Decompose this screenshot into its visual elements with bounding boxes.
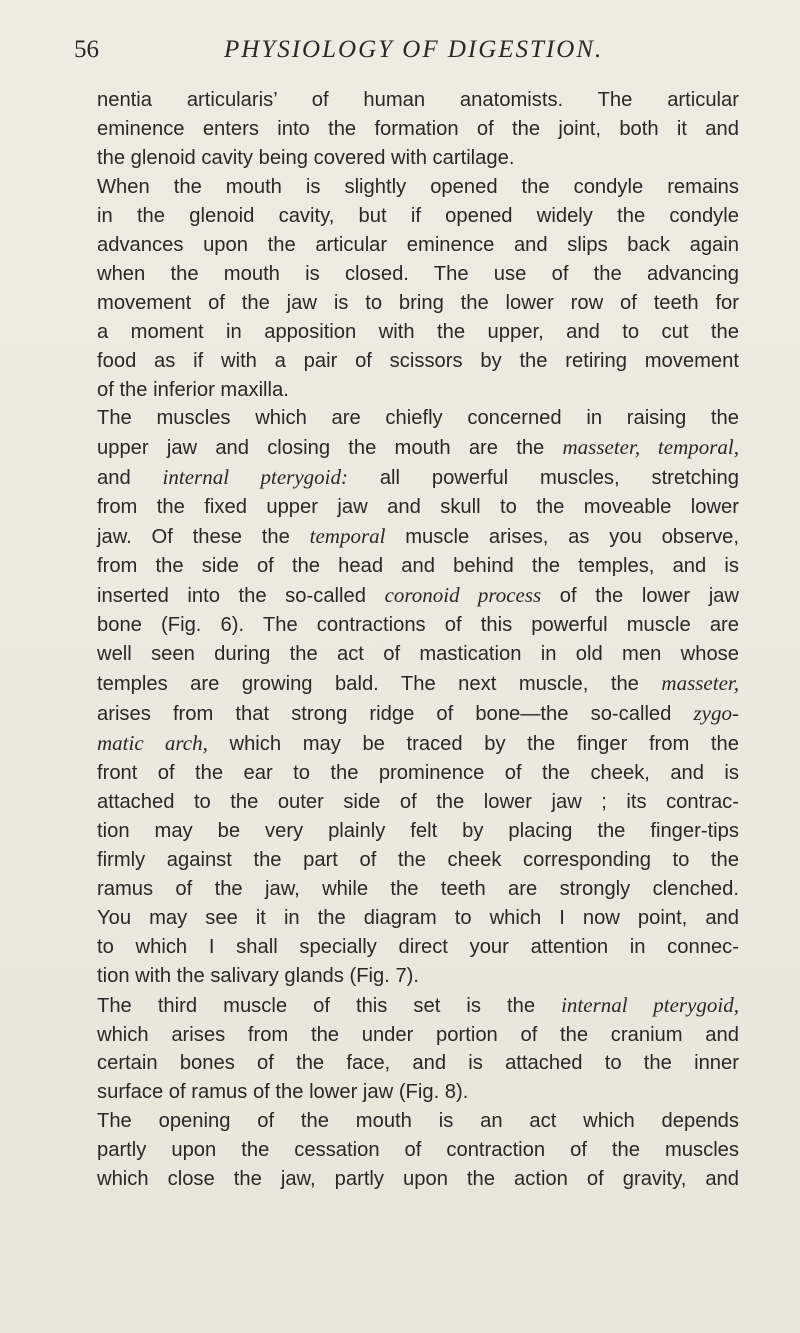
text-line: The third muscle of this set is the internal pterygoid,	[97, 992, 739, 1017]
text-line: eminence enters into the formation of the joint, both it and	[97, 117, 739, 140]
text-line: and internal pterygoid: all powerful muscles, stretching	[97, 465, 739, 490]
italic-term: temporal	[309, 524, 386, 549]
italic-term: internal pterygoid:	[162, 465, 348, 490]
text-line: firmly against the part of the cheek corresponding to the	[97, 848, 739, 871]
text-line: When the mouth is slightly opened the condyle remains	[97, 175, 739, 198]
text-line: when the mouth is closed. The use of the advancing	[97, 262, 739, 285]
page-header	[74, 36, 734, 76]
italic-term: masseter, temporal,	[562, 435, 739, 460]
text-line: advances upon the articular eminence and slips back again	[97, 233, 739, 256]
running-head: PHYSIOLOGY OF DIGESTION.	[224, 36, 604, 63]
text-line: jaw. Of these the temporal muscle arises, as you observe,	[97, 524, 739, 549]
text-line: from the side of the head and behind the temples, and is	[97, 555, 739, 578]
text-line: to which I shall specially direct your attention in connec-	[97, 935, 739, 958]
text-line: matic arch, which may be traced by the finger from the	[97, 730, 739, 755]
text-line: attached to the outer side of the lower jaw ; its contrac-	[97, 790, 739, 813]
text-line: well seen during the act of mastication in old men whose	[97, 643, 739, 666]
text-line: tion with the salivary glands (Fig. 7).	[97, 964, 420, 987]
text-line: of the inferior maxilla.	[97, 378, 289, 401]
italic-term: zygo-	[693, 701, 739, 726]
text-line: The opening of the mouth is an act which depends	[97, 1110, 739, 1133]
text-line: movement of the jaw is to bring the lower row of teeth for	[97, 291, 739, 314]
text-line: food as if with a pair of scissors by the retiring movement	[97, 349, 739, 372]
text-line: surface of ramus of the lower jaw (Fig. 8).	[97, 1081, 469, 1104]
text-line: inserted into the so-called coronoid process of the lower jaw	[97, 583, 739, 608]
page-number: 56	[74, 36, 99, 63]
text-line: certain bones of the face, and is attached to the inner	[97, 1052, 739, 1075]
italic-term: matic arch,	[97, 730, 208, 755]
text-line: partly upon the cessation of contraction of the muscles	[97, 1139, 739, 1162]
text-line: nentia articularis’ of human anatomists. The articular	[97, 89, 739, 111]
text-line: upper jaw and closing the mouth are the masseter, temporal,	[97, 435, 739, 460]
text-line: The muscles which are chiefly concerned in raising the	[97, 407, 739, 430]
text-line: front of the ear to the prominence of the cheek, and is	[97, 761, 739, 784]
text-line: which close the jaw, partly upon the action of gravity, and	[97, 1168, 739, 1191]
text-line: bone (Fig. 6). The contractions of this powerful muscle are	[97, 614, 739, 637]
italic-term: coronoid process	[384, 583, 542, 608]
body-text	[97, 86, 739, 1194]
italic-term: masseter,	[661, 671, 739, 696]
text-line: tion may be very plainly felt by placing the finger-tips	[97, 819, 739, 842]
text-line: ramus of the jaw, while the teeth are strongly clenched.	[97, 877, 739, 900]
text-line: a moment in apposition with the upper, and to cut the	[97, 320, 739, 343]
text-line: You may see it in the diagram to which I now point, and	[97, 906, 739, 929]
text-line: in the glenoid cavity, but if opened widely the condyle	[97, 204, 739, 227]
text-line: temples are growing bald. The next muscle, the masseter,	[97, 671, 739, 696]
text-line: from the fixed upper jaw and skull to the moveable lower	[97, 496, 739, 519]
text-line: arises from that strong ridge of bone—the so-called zygo-	[97, 701, 739, 726]
italic-term: internal pterygoid,	[561, 992, 739, 1017]
text-line: the glenoid cavity being covered with cartilage.	[97, 146, 515, 169]
text-line: which arises from the under portion of the cranium and	[97, 1023, 739, 1046]
